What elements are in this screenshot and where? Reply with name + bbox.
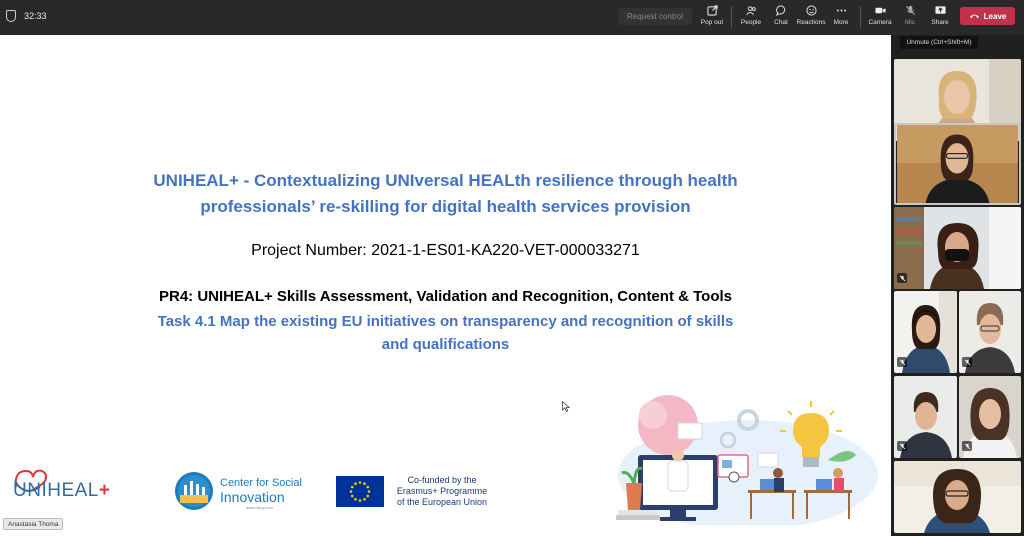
mic-off-icon — [899, 359, 906, 366]
presenter-nametag: Anastasia Thoma — [3, 518, 63, 530]
digital-health-illustration-icon — [598, 365, 880, 525]
camera-icon — [875, 5, 886, 16]
eu-line1: Co-funded by the — [407, 475, 477, 485]
participant-tile[interactable] — [894, 461, 1021, 533]
task-heading — [0, 310, 891, 356]
meeting-timer: 32:33 — [24, 11, 47, 21]
camera-button[interactable] — [865, 5, 895, 31]
chat-icon — [776, 5, 787, 16]
reactions-icon — [806, 5, 817, 16]
popout-button[interactable] — [697, 5, 727, 31]
mic-off-indicator — [897, 441, 907, 451]
mouse-cursor-icon — [562, 401, 570, 412]
participant-tile-active-speaker[interactable] — [894, 123, 1021, 205]
eu-line3: of the European Union — [396, 497, 488, 507]
uniheal-logo-text — [13, 480, 110, 502]
task-line2: and qualifications — [381, 336, 510, 353]
mic-off-indicator — [962, 357, 972, 367]
participant-tile[interactable] — [894, 207, 1021, 289]
eu-line2: Erasmus+ Programme — [396, 486, 488, 496]
slide-title-line1: UNIHEAL+ - Contextualizing UNIversal HEALth resilience through health — [153, 171, 738, 190]
participant-gallery — [891, 35, 1024, 536]
uniheal-plus: + — [98, 480, 111, 501]
uniheal-name: UNIHEAL — [13, 480, 99, 501]
share-label: Share — [931, 19, 949, 26]
people-icon — [746, 5, 757, 16]
chat-button[interactable] — [766, 5, 796, 31]
mic-off-icon — [964, 443, 971, 450]
mic-off-indicator — [962, 441, 972, 451]
unmute-tooltip: Unmute (Ctrl+Shift+M) — [900, 36, 978, 49]
csi-line2: Innovation — [220, 489, 285, 505]
csi-logo-text — [220, 476, 302, 504]
chat-label: Chat — [774, 19, 788, 26]
task-line1: Task 4.1 Map the existing EU initiatives on transparency and recognition of skills — [157, 313, 734, 330]
eu-flag-icon — [336, 476, 384, 507]
mic-label: Mic — [904, 19, 916, 26]
mic-button[interactable] — [895, 5, 925, 31]
leave-button[interactable] — [960, 7, 1015, 25]
shared-screen — [0, 35, 891, 536]
pr4-heading: PR4: UNIHEAL+ Skills Assessment, Validation and Recognition, Content & Tools — [158, 288, 732, 305]
mic-off-indicator — [897, 273, 907, 283]
slide-title-line2: professionals’ re-skilling for digital health services provision — [200, 197, 691, 216]
csi-logo-icon — [174, 471, 214, 511]
meeting-toolbar — [0, 0, 1024, 35]
toolbar-divider — [731, 6, 732, 28]
reactions-label: Reactions — [796, 19, 826, 26]
share-icon — [935, 5, 946, 16]
leave-label: Leave — [983, 11, 1007, 21]
people-button[interactable] — [736, 5, 766, 31]
csi-line1: Center for Social — [220, 477, 302, 489]
csi-url: www.csicy.com — [246, 505, 273, 510]
share-button[interactable] — [925, 5, 955, 31]
more-icon — [836, 5, 847, 16]
mic-off-indicator — [897, 357, 907, 367]
people-label: People — [740, 19, 762, 26]
request-control-button[interactable]: Request control — [618, 8, 692, 25]
shield-icon — [6, 10, 16, 22]
hangup-icon — [969, 12, 980, 20]
eu-cofunded-text — [388, 475, 496, 508]
project-number: Project Number: 2021-1-ES01-KA220-VET-000033271 — [251, 242, 640, 259]
reactions-button[interactable] — [796, 5, 826, 31]
mic-off-icon — [905, 5, 916, 16]
mic-off-icon — [899, 443, 906, 450]
more-label: More — [833, 19, 849, 26]
popout-label: Pop out — [700, 19, 724, 26]
toolbar-divider — [860, 6, 861, 28]
mic-off-icon — [964, 359, 971, 366]
more-button[interactable] — [826, 5, 856, 31]
camera-label: Camera — [868, 19, 892, 26]
slide-title — [0, 168, 891, 220]
mic-off-icon — [899, 275, 906, 282]
popout-icon — [707, 5, 718, 16]
